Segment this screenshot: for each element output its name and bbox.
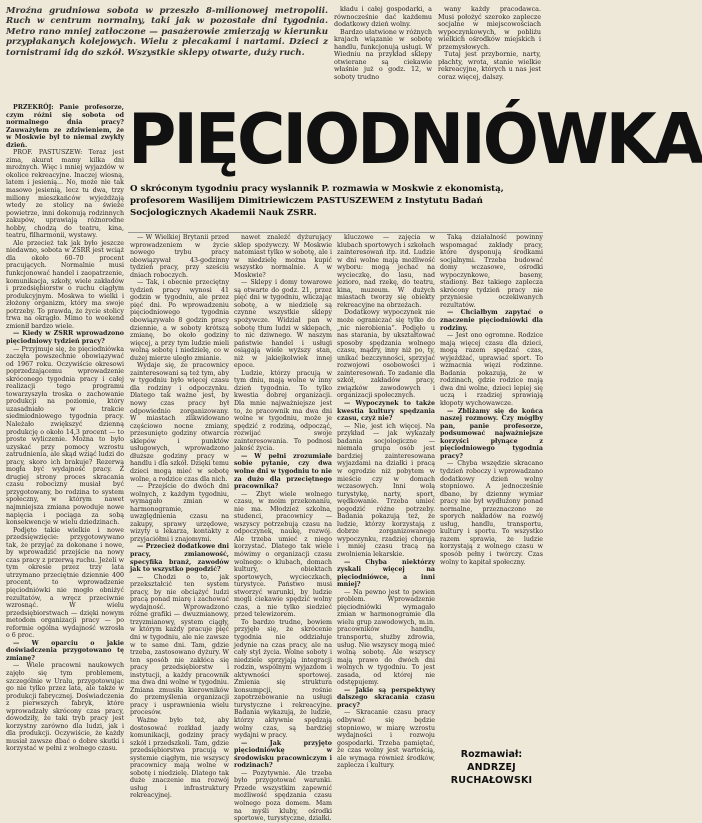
column-paragraph: kładu i całej gospodarki, a równocześnie dać każdemu dodatkowy dzień wolny.: [334, 5, 432, 29]
interview-answer: Dodatkowy wypoczynek nie może ograniczać się tylko do „nic nierobienia”. Podjęło u nas starania, by ukształtować sposoby spędzania wolnego czasu, mądry, inny niż po, ty, unikać bezczynności, sprzyjać rozwojowi osobowości i zainteresowań. To zadanie dla szkół, zakładów pracy, związków zawodowych i organizacji społecznych.: [337, 309, 435, 400]
interview-answer: To bardzo trudne, bowiem przyjęło się, że skrócenie tygodnia nie oddziałuje jedynie na czas pracy, ale na cały styl życia. Wolne soboty i niedziele sprzyjają integracji rodzin, wspólnym wyjazdom i aktywności sportowej. Zmienia się struktura konsumpcji, rośnie zapotrzebowanie na usługi turystyczne i rekreacyjne. Badania wykazują, że ludzie, którzy aktywnie spędzają wolny czas, są bardziej wydajni w pracy.: [234, 618, 332, 740]
interview-answer: Ludzie, którzy pracują w tym dniu, mają wolne w inny dzień tygodnia. To tylko kwestia dobrej organizacji. Dla mnie najważniejsze jest to, że pracownik ma dwa dni wolne w tygodniu, może je spędzić z rodziną, odpocząć, rozwijać swoje zainteresowania. To podnosi jakość życia.: [234, 369, 332, 453]
lede-paragraph: [6, 6, 328, 104]
intro-divider: [128, 232, 543, 233]
interview-question: — Zbliżamy się do końca naszej rozmowy. Czy mógłby pan, panie profesorze, podsumować najważniejsze korzyści płynące z pięciodniowego tygodnia pracy?: [440, 407, 543, 460]
interview-answer: — Na pewno jest to pewien problem. Wprowadzenie pięciodniówki wymagało zmian w harmonogramie dla wielu grup zawodowych, m.in. pracowników handlu, transportu, służby zdrowia, usług. Nie wszyscy mogą mieć wolną sobotę. Ale wszyscy mają prawo do dwóch dni wolnych w tygodniu. To jest zasada, od której nie odstępujemy.: [337, 588, 435, 687]
intro-subtitle: [130, 184, 542, 232]
interview-answer: — Chodzi o to, jak przekształcić ten system pracy, by nie obciążyć ludzi pracą ponad miarę i zachować wydajność. Wprowadzono różne grafiki — dwuzmianowy, trzyzmianowy, system ciągły, w którym każdy pracuje pięć dni w tygodniu, ale nie zawsze w te same dni. Tam, gdzie trzeba, zastosowano dyżury. W ten sposób nie zakłóca się pracy przedsiębiorstw i instytucji, a każdy pracownik ma dwa dni wolne w tygodniu. Zmiana zmusiła kierowników do przemyślenia organizacji pracy i usprawnienia wielu procesów.: [130, 573, 229, 717]
interview-answer: Podjęto takie wielkie i nowe przedsięwzięcie: przygotowywano tak, że przyjąć za dokonane i nowe, by wprowadzić przejście na nowy czas pracy z przerwą ruchu. Jeżeli w tym okresie przez trzy lata utrzymano przeciętnie dziennie 400 procent, to wprowadzenie pięciodniówki nie mogło obniżyć rezultatów, a wręcz przeciwnie wzrosnąć. W wielu przedsiębiorstwach — dzięki nowym metodom organizacji pracy — po reformie ogólna wydajność wzrosła o 6 proc.: [6, 526, 124, 640]
interview-question: — Jakie są perspektywy dalszego skracania czasu pracy?: [337, 686, 435, 709]
interview-answer: — W Wielkiej Brytanii przed wprowadzeniem w życie nowego trybu pracy obowiązywał 43-godzinny tydzień pracy, przy sześciu dniach roboczych.: [130, 234, 229, 279]
interview-answer: — Chyba wszędzie skracano tydzień roboczy i wprowadzano dodatkowy dzień wolny stopniowo. A jednocześnie dbano, by dzienny wymiar pracy nie był wydłużony ponad normalne, przeznaczono ze sporych nakładów na rozwój usług, handlu, transportu, kultury i sportu. To wszystko razem sprawia, że ludzie korzystają z wolnego czasu w sposób pełny i twórczy. Czas wolny to kapitał społeczny.: [440, 460, 543, 566]
interview-answer: — Zbyt wiele wolnego czasu, w moim przekonaniu, nie ma. Młodzież szkolna, studenci, pracownicy — wszyscy potrzebują czasu na odpoczynek, naukę, rozwój. Ale trzeba umieć z niego korzystać. Dlatego tak wiele mówimy o organizacji czasu wolnego: o klubach, domach kultury, obiektach sportowych, wycieczkach, turystyce. Państwo musi stworzyć warunki, by ludzie mogli ciekawie spędzić wolny czas, a nie tylko siedzieć przed telewizorem.: [234, 490, 332, 619]
interview-answer: — Nie, jest ich więcej. Na przykład — jak wykazały badania socjologiczne — niemała grupa osób jest bardziej zainteresowana wyjazdami na działki i pracą w ogrodzie niż pobytem w mieście czy w domach wczasowych. Inni wolą turystykę, narty, sport, wędkowanie. Trzeba umieć pogodzić różne potrzeby. Badania pokazują też, że ludzie, którzy korzystają z dobrze zorganizowanego wypoczynku, rzadziej chorują i mniej czasu tracą na zwolnienia lekarskie.: [337, 422, 435, 558]
top-column-1: [334, 6, 432, 104]
top-column-2: [438, 6, 541, 104]
byline-label: Rozmawiał:: [460, 749, 523, 760]
interview-answer: nawet znaleźć dyżurujący sklep spożywczy. W Moskwie natomiast tylko w sobotę, ale i w niedzielę można kupić wszystko normalnie. A w Moskwie?: [234, 234, 332, 279]
interview-answer: Ważne było też, aby dostosować rozkład jazdy komunikacji, godziny pracy szkół i przedszkoli. Tam, gdzie przedsiębiorstwa pracują w systemie ciągłym, nie wszyscy pracownicy mają wolne w sobotę i niedzielę. Dlatego tak duże znaczenie ma rozwój usług i infrastruktury rekreacyjnej.: [130, 717, 229, 800]
lede-text: Mroźna grudniowa sobota w przeszło 8-milionowej metropolii. Ruch w centrum normalny, taki jak w pozostałe dni tygodnia. Metro rano mniej zatłoczone — pasażerowie zmierzają w kierunku przypłakanych kolejowych. Wielu z plecakami i nartami. Dzieci z tornistrami idą do szkół. Wszystkie sklepy otwarte, duży ruch.: [6, 6, 328, 58]
interview-answer: Wydaje się, że pracownicy zainteresowani są też tym, aby w tygodniu było więcej czasu dla rodziny i odpoczynku. Dlatego tak ważne jest, by nowy czas pracy był odpowiednio zorganizowany. W miastach zlikwidowano częściowo nocne zmiany, przesunięto godziny otwarcia sklepów i punktów usługowych, wprowadzono dłuższe godziny pracy w handlu i dla szkół. Dzięki temu dzieci mogą mieć w sobotę wolne, a rodzice czas dla nich.: [130, 362, 229, 483]
byline: [440, 748, 543, 788]
interview-answer: — Sklepy i domy towarowe są otwarte do godz. 21, przez pięć dni w tygodniu, wliczając sobotę, a w niedzielę są czynne wszystkie sklepy spożywcze. Widział pan w sobotę tłum ludzi w sklepach, to nic dziwnego. W naszym państwie handel i usługi osiągają wiele wyższy stan, niż w jakiejkolwiek innej epoce.: [234, 279, 332, 370]
interview-question: — Chciałbym zapytać o znaczenie pięciodniówki dla rodziny.: [440, 309, 543, 332]
interview-answer: PROF. PASTUSZEW: Teraz jest zima, akurat mamy kilka dni mroźnych. Więc i mniej wyjazdów w okolice rekreacyjne. Inaczej wiosną, latem i jesienią... No, może nie tak masowo jesienią, lecz tu dwa, trzy miliony mieszkańców wyjeżdżają wtedy ze stolicy na świeże powietrze, inni dokonują rodzinnych zakupów, uprawiają różnorodne hobby, chodzą do teatru, kina, teatru, filharmonii, wystawy.: [6, 149, 124, 240]
interview-answer: Taką działalność powinny wspomagać zakłady pracy, które dysponują środkami socjalnymi. Trzeba budować domy wczasowe, ośrodki wypoczynkowe, baseny, stadiony. Bez takiego zaplecza skrócony tydzień pracy nie przyniesie oczekiwanych rezultatów.: [440, 234, 543, 309]
interview-answer: — Jest ono ogromne. Rodzice mają więcej czasu dla dzieci, mogą razem spędzać czas, wyjeżdżać, uprawiać sport. To wzmacnia więzi rodzinne. Badania pokazują, że w rodzinach, gdzie rodzice mają dwa dni wolne, dzieci lepiej się uczą i rzadziej sprawiają kłopoty wychowawcze.: [440, 332, 543, 408]
interview-question: — Przecież dodatkowe dni pracy, zmianowość, specyfika branż, zawodów jak to wszystko pogodzić?: [130, 543, 229, 574]
article-column-3: [234, 234, 332, 823]
interview-answer: Ale przecież tak jak było jeszcze niedawno, sobota w ZSRR jest wciąż dla około 60–70 procent pracujących. Normalnie musi funkcjonować handel i zaopatrzenie, komunikacja, szkoły, wiele zakładów i przedsiębiorstw o ruchu ciągłym produkcyjnym. Moskwa to wielki i złożony organizm, który ma swoje potrzeby. To prawda, że życie stolicy trwa na okrągło. Mimo to weekend zmienił bardzo wiele.: [6, 239, 124, 330]
interview-question: — Wypoczynek to także kwestia kultury spędzania czasu, czyż nie?: [337, 400, 435, 423]
column-paragraph: Bardzo ułatwione w różnych krajach wiązanie w sobotę handlu, funkcjonują usługi. W Wiedniu na przykład sklepy otwierane są ciekawie właśnie już o godz. 12, w soboty trudno: [334, 27, 432, 81]
interview-question: — W oparciu o jakie doświadczenia przygotowano tę zmianę?: [6, 639, 124, 662]
interview-answer: — Wiele pracowni naukowych zajęło się tym problemem, szczególnie w Uralu, przygotowując go nie tylko przez lata, ale także w produkcji fabrycznej. Doświadczenia z pierwszych fabryk, które wprowadzały skrócony czas pracy, dowodziły, że taki tryb pracy jest korzystny zarówno dla ludzi, jak i dla produkcji. Oczywiście, że każdy musiał zawsze dbać o dobre skutki i korzystać w pełni z wolnego czasu.: [6, 662, 124, 753]
headline: PIĘCIODNIÓWKA: [128, 99, 702, 180]
interview-question: PRZEKRÓJ: Panie profesorze, czym różni się sobota od normalnego dnia pracy? Zauważyłem ze zdziwieniem, że w Moskwie był to niemal zwykły dzień.: [6, 104, 124, 149]
article-column-5: [440, 234, 543, 744]
column-paragraph: wany każdy pracodawca. Musi położyć szeroko zaplecze socjalne w miejscowościach wypoczynkowych, w pobliżu wielkich ośrodków miejskich i przemysłowych.: [438, 5, 541, 51]
byline-name: ANDRZEJ RUCHAŁOWSKI: [450, 762, 533, 786]
article-column-1: [6, 104, 124, 796]
column-paragraph: Tutaj jest przybornie, narty, płachty, wrota, stanie wielkie rekreacyjne, których u nas jest coraz więcej, dalszy.: [438, 50, 541, 81]
interview-question: — Kiedy w ZSRR wprowadzono pięciodniowy tydzień pracy?: [6, 330, 124, 345]
interview-question: — Jak przyjęto pięciodniówkę w środowisku pracowniczym i rodzinach?: [234, 739, 332, 770]
intro-text: O skróconym tygodniu pracy wyslannik P. rozmawia w Moskwie z ekonomistą, profesorem Wasilijem Dimitriewiczem PASTUSZEWEM z Instytutu Badań Socjologicznych Akademii Nauk ZSRR.: [130, 184, 504, 218]
interview-answer: — Tak, i obecnie przeciętny tydzień pracy wynosi 41 godzin w tygodniu, ale przez pięć dni. Po wprowadzeniu pięciodniowego tygodnia obowiązywało 8 godzin pracy dziennie, a w soboty krótszą zmianę, bo około godziny więcej, a przy tym ludzie mieli wolną sobotę i niedzielę, co w dużej mierze uległo zmianie.: [130, 279, 229, 362]
interview-answer: — Pozytywnie. Ale trzeba było przygotować warunki. Przede wszystkim zapewnić możliwość spędzania czasu wolnego poza domem. Mam na myśli kluby, ośrodki sportowe, turystyczne, działki.: [234, 769, 332, 823]
interview-answer: — Przyjmuje się, że pięciodniówka zaczęła powszechnie obowiązywać od 1967 roku. Oczywiście okresowi poprzedzającemu wprowadzenie skróconego tygodnia pracy i całej realizacji tego programu towarzyszyła troska o zachowanie produkcji na poziomie, który uzasadniało w trakcie siedmiodniowego tygodnia pracy. Należało zwiększyć dzienną produkcję o około 14,3 procent — to proste wyliczenie. Można to było uzyskać przy pomocy wzrostu zatrudnienia, ale skąd wziąć ludzi do pracy, skoro ich brakuje? Rezerwą mogła być wydajność pracy. Z drugiej strony proces skracania czasu robocizny musiał być przygotowany, bo rodzina to system społeczny, w którym nawet najmniejsza zmiana powoduje nowe napięcia i pociąga za sobą konsekwencje w wielu dziedzinach.: [6, 345, 124, 527]
interview-answer: kluczowe — zajęcia w klubach sportowych i szkołach zainteresowań itp. itd. Ludzie w dni wolne mają możliwość wyboru: mogą jechać na wycieczkę, do lasu, nad jezioro, nad rzekę, do teatru, kina, muzeum. W dużych miastach tworzy się obiekty rekreacyjne na obrzeżach.: [337, 234, 435, 309]
interview-question: — Chyba niektórzy zyskali więcej na pięciodniówce, a inni mniej?: [337, 558, 435, 589]
interview-answer: — Przejście do dwóch dni wolnych, z każdym tygodniu, wymagało zmian w harmonogramie, uwzględnienia czasu na zakupy, sprawy urzędowe, wizyty u lekarza, kontakty z przyjaciółmi i znajomymi.: [130, 483, 229, 543]
interview-answer: — Skracanie czasu pracy odbywać się będzie stopniowo, w miarę wzrostu wydajności i rozwoju gospodarki. Trzeba pamiętać, że czas wolny jest wartością, ale wymaga również środków, zaplecza i kultury.: [337, 709, 435, 770]
interview-question: — W pełni zrozumiałe sobie pytanie, czy dwa wolne dni w tygodniu to nie za dużo dla przeciętnego pracownika?: [234, 452, 332, 491]
article-column-2: [130, 234, 229, 800]
article-column-4: [337, 234, 435, 796]
